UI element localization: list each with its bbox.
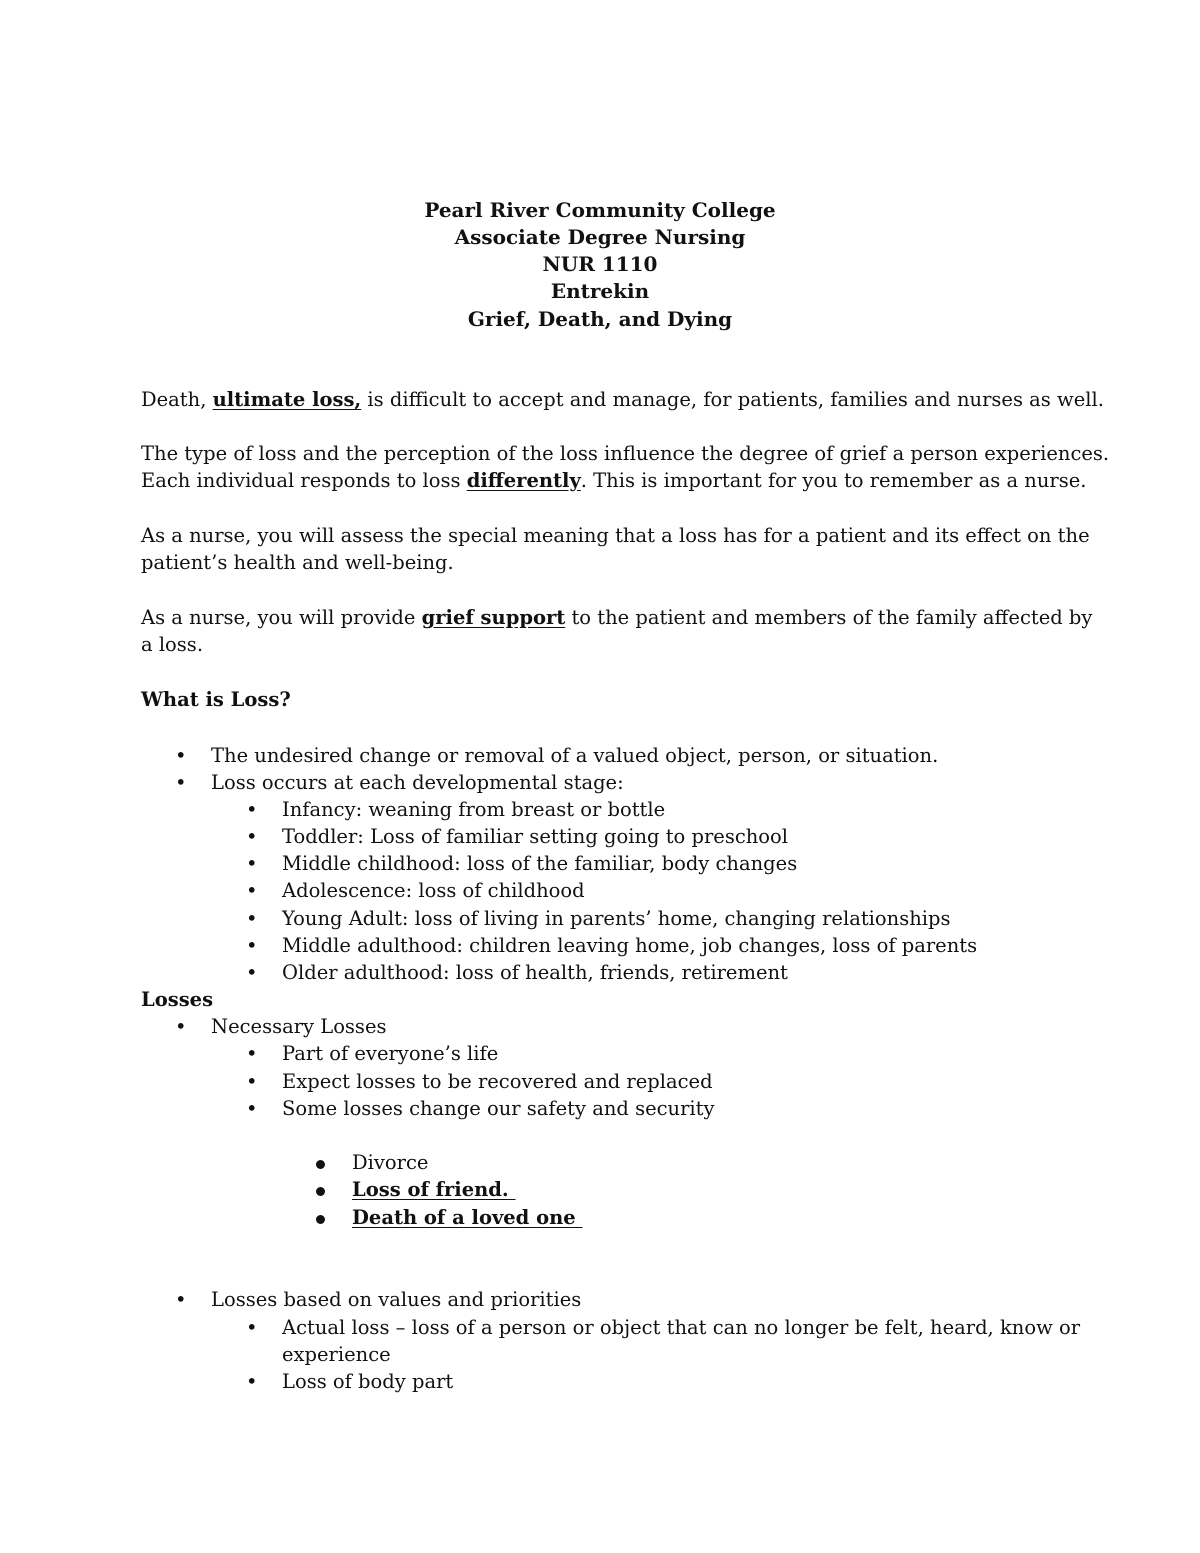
paragraph-assess-line2: patient’s health and well-being. bbox=[141, 551, 454, 574]
section-heading-losses: Losses bbox=[141, 988, 214, 1011]
section-heading-what-is-loss: What is Loss? bbox=[141, 688, 291, 711]
paragraph-support-line1: As a nurse, you will provide grief support to the patient and members of the family affected by bbox=[141, 606, 1093, 629]
bullet-icon: • bbox=[175, 1015, 187, 1038]
document-page: Pearl River Community College Associate Degree Nursing NUR 1110 Entrekin Grief, Death, and Dying Death, ultimate loss, is difficult to accept and manage, for patients, families and nurses as well. The type of loss and the perception of the loss influence the degree of grief a person experiences. Each individual responds to loss differently. This is important for you to remember as a nurse. As a nurse, you will assess the special meaning that a loss has for a patient and its effect on the patient’s health and well-being. As a nurse, you will provide grief support to the patient and members of the family affected by a loss. What is Loss? • The undesired change or removal of a valued object, person, or situation. • Loss occurs at each developmental stage: • Infancy: weaning from breast or bottle • Toddler: Loss of familiar setting going to preschool • Middle childhood: loss of the familiar, body changes • Adolescence: loss of childhood • Young Adult: loss of living in parents’ home, changing relationships • Middle adulthood: children leaving home, job changes, loss of parents • Older adulthood: loss of health, friends, retirement Losses • Necessary Losses • Part of everyone’s life • Expect losses to be recovered and replaced • Some losses change our safety and security Divorce Loss of friend. Death of a loved one • Losses based on values and priorities • Actual loss – loss of a person or object that can no longer be felt, heard, know or experience • Loss of body part bbox=[0, 0, 1200, 1553]
bullet-icon: • bbox=[246, 1042, 258, 1065]
bullet-icon: • bbox=[246, 879, 258, 902]
bullet-icon: • bbox=[175, 771, 187, 794]
bullet-icon: • bbox=[175, 1288, 187, 1311]
bullet-disc-icon bbox=[316, 1215, 325, 1224]
emphasis-ultimate-loss: ultimate loss, bbox=[212, 388, 362, 411]
bullet-icon: • bbox=[246, 961, 258, 984]
instructor-name: Entrekin bbox=[550, 279, 650, 303]
paragraph-support-line2: a loss. bbox=[141, 633, 204, 656]
bullet-icon: • bbox=[246, 1097, 258, 1120]
bullet-disc-icon bbox=[316, 1160, 325, 1169]
program-name: Associate Degree Nursing bbox=[454, 225, 746, 249]
paragraph-type-of-loss-line1: The type of loss and the perception of the loss influence the degree of grief a person experiences. bbox=[141, 442, 1110, 465]
bullet-icon: • bbox=[246, 1370, 258, 1393]
emphasis-grief-support: grief support bbox=[421, 606, 566, 629]
bullet-disc-icon bbox=[316, 1187, 325, 1196]
college-name: Pearl River Community College bbox=[424, 198, 776, 222]
document-title: Grief, Death, and Dying bbox=[467, 307, 733, 331]
emphasis-differently: differently bbox=[466, 469, 581, 492]
bullet-icon: • bbox=[246, 934, 258, 957]
bullet-icon: • bbox=[246, 825, 258, 848]
course-code: NUR 1110 bbox=[542, 252, 658, 276]
bullet-icon: • bbox=[246, 1316, 258, 1339]
bullet-icon: • bbox=[246, 798, 258, 821]
bullet-icon: • bbox=[246, 907, 258, 930]
paragraph-death: Death, ultimate loss, is difficult to accept and manage, for patients, families and nurses as well. bbox=[141, 388, 1104, 411]
paragraph-type-of-loss-line2: Each individual responds to loss differently. This is important for you to remember as a nurse. bbox=[141, 469, 1087, 492]
list-item-continuation: experience bbox=[282, 1343, 391, 1366]
bullet-icon: • bbox=[246, 852, 258, 875]
bullet-icon: • bbox=[246, 1070, 258, 1093]
bullet-icon: • bbox=[175, 744, 187, 767]
paragraph-assess-line1: As a nurse, you will assess the special meaning that a loss has for a patient and its effect on the bbox=[141, 524, 1090, 547]
